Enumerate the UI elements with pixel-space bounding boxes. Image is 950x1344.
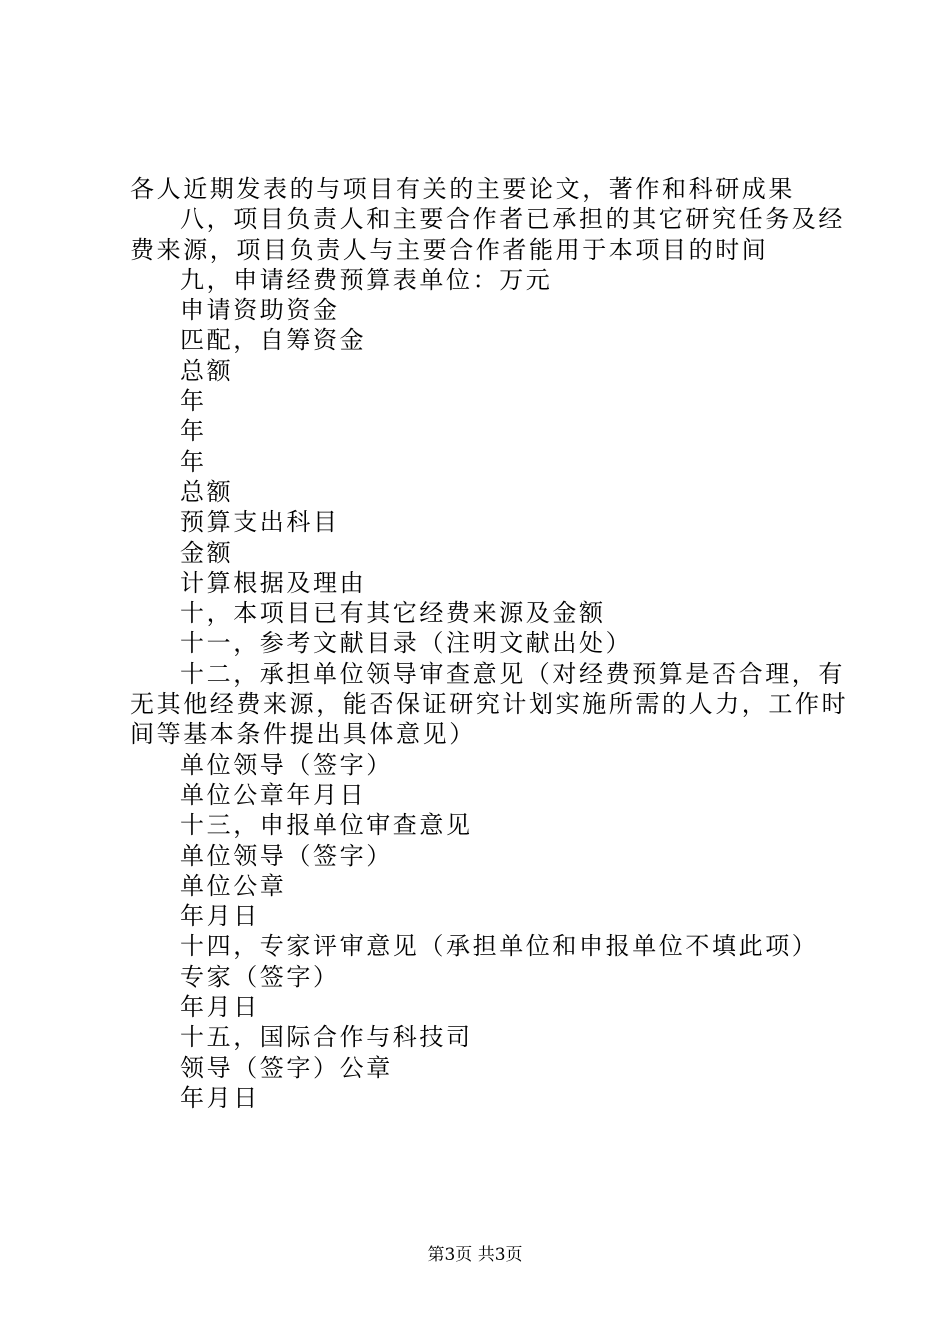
section-heading-15: 十五，国际合作与科技司 xyxy=(180,1023,473,1052)
text-line: 申请资助资金 xyxy=(180,296,340,325)
text-line: 计算根据及理由 xyxy=(180,568,367,597)
section-heading-14: 十四，专家评审意见（承担单位和申报单位不填此项） xyxy=(180,932,819,961)
text-line: 单位公章年月日 xyxy=(180,780,367,809)
text-line: 单位领导（签字） xyxy=(180,841,393,870)
text-line: 预算支出科目 xyxy=(180,508,340,537)
text-line: 年 xyxy=(180,387,207,416)
page-number: 第3页 共3页 xyxy=(427,1245,523,1265)
text-line: 无其他经费来源，能否保证研究计划实施所需的人力，工作时 xyxy=(130,690,849,719)
text-line: 费来源，项目负责人与主要合作者能用于本项目的时间 xyxy=(130,235,769,264)
text-line: 领导（签字）公章 xyxy=(180,1053,393,1082)
text-line: 单位领导（签字） xyxy=(180,750,393,779)
text-line: 年月日 xyxy=(180,993,260,1022)
section-heading-13: 十三，申报单位审查意见 xyxy=(180,811,473,840)
section-heading-8: 八，项目负责人和主要合作者已承担的其它研究任务及经 xyxy=(180,205,845,234)
text-line: 年 xyxy=(180,417,207,446)
text-line: 匹配，自筹资金 xyxy=(180,326,367,355)
text-line: 各人近期发表的与项目有关的主要论文，著作和科研成果 xyxy=(130,175,795,203)
text-line: 总额 xyxy=(180,477,234,506)
section-heading-11: 十一，参考文献目录（注明文献出处） xyxy=(180,629,633,658)
section-heading-10: 十，本项目已有其它经费来源及金额 xyxy=(180,599,606,628)
page-footer xyxy=(0,1243,950,1267)
text-line: 年 xyxy=(180,447,207,476)
text-line: 单位公章 xyxy=(180,871,287,900)
text-line: 专家（签字） xyxy=(180,962,340,991)
text-line: 年月日 xyxy=(180,902,260,931)
text-line: 金额 xyxy=(180,538,234,567)
section-heading-12: 十二，承担单位领导审查意见（对经费预算是否合理，有 xyxy=(180,659,845,688)
document-body xyxy=(130,174,849,1113)
section-heading-9: 九，申请经费预算表单位：万元 xyxy=(180,265,553,294)
text-line: 年月日 xyxy=(180,1083,260,1112)
text-line: 总额 xyxy=(180,356,234,385)
text-line: 间等基本条件提出具体意见） xyxy=(130,720,476,749)
